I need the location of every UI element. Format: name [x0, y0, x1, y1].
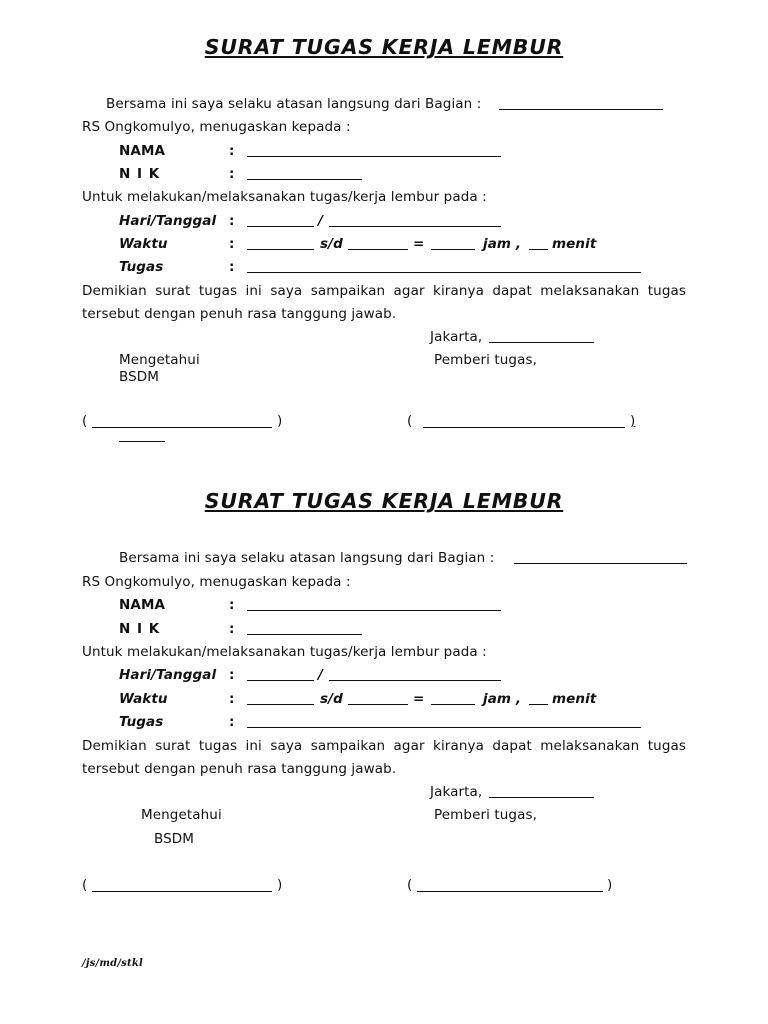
jam-blank[interactable] [431, 704, 475, 705]
waktu-start-blank[interactable] [247, 249, 314, 250]
label-nik: N I K [119, 621, 161, 637]
paren-open: ( [407, 413, 413, 429]
nik-blank[interactable] [247, 179, 362, 180]
colon: : [229, 213, 235, 229]
sd-text: s/d [320, 236, 343, 252]
task-intro: Untuk melakukan/melaksanakan tugas/kerja lembur pada : [82, 189, 487, 205]
date-blank[interactable] [489, 797, 594, 798]
paren-open: ( [82, 413, 88, 429]
tugas-blank[interactable] [247, 272, 641, 273]
hari-blank[interactable] [247, 226, 314, 227]
colon: : [229, 259, 235, 275]
waktu-end-blank[interactable] [348, 704, 408, 705]
colon: : [229, 236, 235, 252]
menit-text: menit [552, 691, 597, 707]
intro-line-2: RS Ongkomulyo, menugaskan kepada : [82, 574, 351, 590]
nik-blank[interactable] [247, 634, 362, 635]
closing-line: Demikian surat tugas ini saya sampaikan agar kiranya dapat melaksanakan tugas [82, 738, 686, 754]
paren-open: ( [82, 877, 88, 893]
colon: : [229, 667, 235, 683]
signature-blank-right[interactable] [417, 891, 603, 892]
label-nama: NAMA [119, 597, 166, 613]
colon: : [229, 597, 235, 613]
jam-blank[interactable] [431, 249, 475, 250]
equals-sign: = [413, 236, 425, 252]
place-date-label: Jakarta, [430, 329, 483, 345]
date-blank[interactable] [489, 342, 594, 343]
intro-line: Bersama ini saya selaku atasan langsung dari Bagian : [119, 550, 495, 566]
menit-blank[interactable] [529, 249, 548, 250]
label-tugas: Tugas [119, 259, 164, 275]
form-title: SURAT TUGAS KERJA LEMBUR [204, 35, 564, 59]
colon: : [229, 714, 235, 730]
tugas-blank[interactable] [247, 727, 641, 728]
colon: : [229, 621, 235, 637]
tanggal-blank[interactable] [329, 226, 501, 227]
paren-close: ) [607, 877, 613, 893]
bagian-blank[interactable] [514, 563, 687, 564]
paren-open: ( [407, 877, 413, 893]
stray-underline [119, 441, 165, 442]
sd-text: s/d [320, 691, 343, 707]
paren-close: ) [277, 877, 283, 893]
signature-blank-right[interactable] [423, 427, 625, 428]
waktu-start-blank[interactable] [247, 704, 314, 705]
place-date-label: Jakarta, [430, 784, 483, 800]
closing-line: Demikian surat tugas ini saya sampaikan agar kiranya dapat melaksanakan tugas [82, 283, 686, 299]
signature-blank-left[interactable] [92, 427, 272, 428]
label-nama: NAMA [119, 143, 166, 159]
label-hari-tanggal: Hari/Tanggal [119, 667, 217, 683]
nama-blank[interactable] [247, 156, 501, 157]
label-waktu: Waktu [119, 236, 168, 252]
menit-text: menit [552, 236, 597, 252]
jam-text: jam , [483, 691, 522, 707]
waktu-end-blank[interactable] [348, 249, 408, 250]
pemberi-tugas-label: Pemberi tugas, [434, 352, 537, 368]
slash: / [318, 213, 324, 229]
colon: : [229, 691, 235, 707]
form-title: SURAT TUGAS KERJA LEMBUR [204, 489, 564, 513]
paren-close: ) [277, 413, 283, 429]
tanggal-blank[interactable] [329, 680, 501, 681]
mengetahui-label: Mengetahui [119, 352, 200, 368]
label-nik: N I K [119, 166, 161, 182]
label-tugas: Tugas [119, 714, 164, 730]
mengetahui-label: Mengetahui [141, 807, 222, 823]
jam-text: jam , [483, 236, 522, 252]
task-intro: Untuk melakukan/melaksanakan tugas/kerja lembur pada : [82, 644, 487, 660]
footer-code: /js/md/stkl [82, 958, 143, 969]
signature-blank-left[interactable] [92, 891, 272, 892]
slash: / [318, 667, 324, 683]
bsdm-label: BSDM [154, 831, 195, 847]
bagian-blank[interactable] [499, 109, 663, 110]
hari-blank[interactable] [247, 680, 314, 681]
colon: : [229, 166, 235, 182]
bsdm-label: BSDM [119, 369, 160, 385]
label-waktu: Waktu [119, 691, 168, 707]
equals-sign: = [413, 691, 425, 707]
closing-line-2: tersebut dengan penuh rasa tanggung jawab. [82, 761, 397, 777]
menit-blank[interactable] [529, 704, 548, 705]
intro-line-2: RS Ongkomulyo, menugaskan kepada : [82, 119, 351, 135]
intro-line: Bersama ini saya selaku atasan langsung dari Bagian : [106, 96, 482, 112]
colon: : [229, 143, 235, 159]
closing-line-2: tersebut dengan penuh rasa tanggung jawab. [82, 306, 397, 322]
pemberi-tugas-label: Pemberi tugas, [434, 807, 537, 823]
paren-close: ) [630, 413, 636, 429]
nama-blank[interactable] [247, 610, 501, 611]
label-hari-tanggal: Hari/Tanggal [119, 213, 217, 229]
